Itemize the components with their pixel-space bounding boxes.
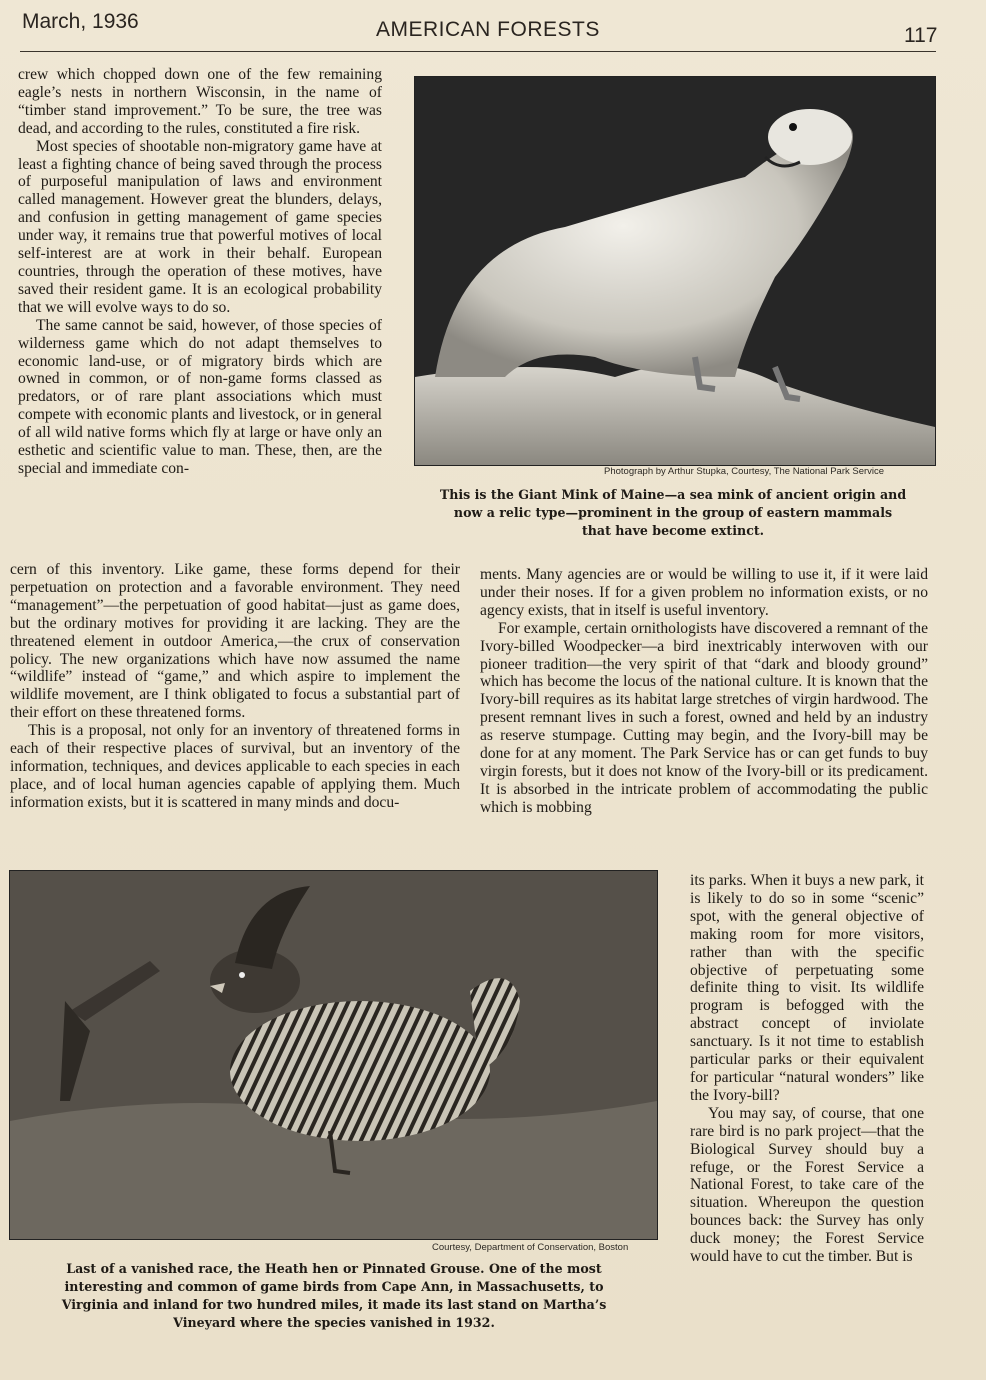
- paragraph: crew which chopped down one of the few remaining eagle’s nests in northern Wisconsin, in the name of “timber stand improvement.” To be sure, the tree was dead, and according to the rules, constituted a fire risk.: [18, 66, 382, 137]
- page-number: 117: [904, 24, 938, 47]
- mink-image: [415, 77, 935, 465]
- photo-caption: Last of a vanished race, the Heath hen or Pinnated Grouse. One of the most interesting and common of game birds from Cape Ann, in Massachusetts, to Virginia and inland for two hundred miles, it made its last stand on Martha’s Vineyard where the species vanished in 1932.: [61, 1261, 607, 1330]
- photo-caption: This is the Giant Mink of Maine—a sea mink of ancient origin and now a relic type—prominent in the group of eastern mammals that have become extinct.: [439, 487, 907, 538]
- paragraph: Most species of shootable non-migratory game have at least a fighting chance of being saved through the process of purposeful manipulation of laws and environment called management. However great the blunders, delays, and confusion in getting management of game species under way, it remains true that powerful motives of local self-interest are at work in their behalf. European countries, through the operation of these motives, have saved their resident game. It is an ecological probability that we will evolve ways to do so.: [18, 137, 382, 316]
- photo-credit: Photograph by Arthur Stupka, Courtesy, The National Park Service: [604, 466, 885, 477]
- heath-hen-image: [10, 871, 657, 1239]
- column-right-middle: [480, 566, 928, 817]
- column-left-top: [18, 66, 382, 478]
- paragraph: its parks. When it buys a new park, it is likely to do so in some “scenic” spot, with the general objective of making room for more visitors, rather than with the specific objective of perpetuating some definite thing to visit. Its wildlife program is befogged with the abstract concept of inviolate sanctuary. Is it not time to establish particular parks or their equivalent for particular “natural wonders” like the Ivory-bill?: [690, 872, 924, 1104]
- paragraph: cern of this inventory. Like game, these forms depend for their perpetuation on protection and a favorable environment. They need “management”—the perpetuation of good habitat—just as game does, but the ordinary motives for providing it are lacking. They are the threatened element in outdoor America,—the crux of conservation policy. The new organizations which have now assumed the name “wildlife” instead of “game,” and which aspire to implement the wildlife movement, are I think obligated to focus a substantial part of their effort on these threatened forms.: [10, 561, 460, 722]
- magazine-title: AMERICAN FORESTS: [376, 18, 600, 41]
- paragraph: You may say, of course, that one rare bird is no park project—that the Biological Survey should buy a refuge, or the Forest Service a National Forest, to take care of the situation. Whereupon the question bounces back: the Survey has only duck money; the Forest Service would have to cut the timber. But is: [690, 1104, 924, 1266]
- issue-date: March, 1936: [22, 10, 139, 33]
- paragraph: ments. Many agencies are or would be willing to use it, if it were laid under their noses. If for a given problem no information exists, or no agency exists, that in itself is useful inventory.: [480, 566, 928, 619]
- photo-credit: Courtesy, Department of Conservation, Boston: [432, 1242, 629, 1253]
- giant-mink-photo: [414, 76, 936, 466]
- heath-hen-photo: [9, 870, 658, 1240]
- column-left-middle: [10, 561, 460, 812]
- paragraph: The same cannot be said, however, of those species of wilderness game which do not adapt themselves to economic land-use, or of migratory birds which are owned in common, or of non-game forms classed as predators, or of rare plant associations which must compete with economic plants and livestock, or in general of all wild native forms which fly at large or have only an esthetic and scientific value to man. These, then, are the special and immediate con-: [18, 316, 382, 477]
- column-right-bottom: [690, 872, 924, 1266]
- paragraph: For example, certain ornithologists have discovered a remnant of the Ivory-billed Woodpecker—a bird inextricably interwoven with our pioneer tradition—the very spirit of that “dark and bloody ground” which has become the locus of the national culture. It is known that the Ivory-bill requires as its habitat large stretches of virgin hardwood. The present remnant lives in such a forest, owned and held by an industry as reserve stumpage. Cutting may begin, and the Ivory-bill may be done for at any moment. The Park Service has or can get funds to buy virgin forests, but it does not know of the Ivory-bill or its predicament. It is absorbed in the intricate problem of accommodating the public which is mobbing: [480, 619, 928, 816]
- header-rule: [20, 51, 936, 52]
- paragraph: This is a proposal, not only for an inventory of threatened forms in each of their respective places of survival, but an inventory of the information, techniques, and devices applicable to each species in each place, and of local human agencies capable of applying them. Much information exists, but it is scattered in many minds and docu-: [10, 722, 460, 811]
